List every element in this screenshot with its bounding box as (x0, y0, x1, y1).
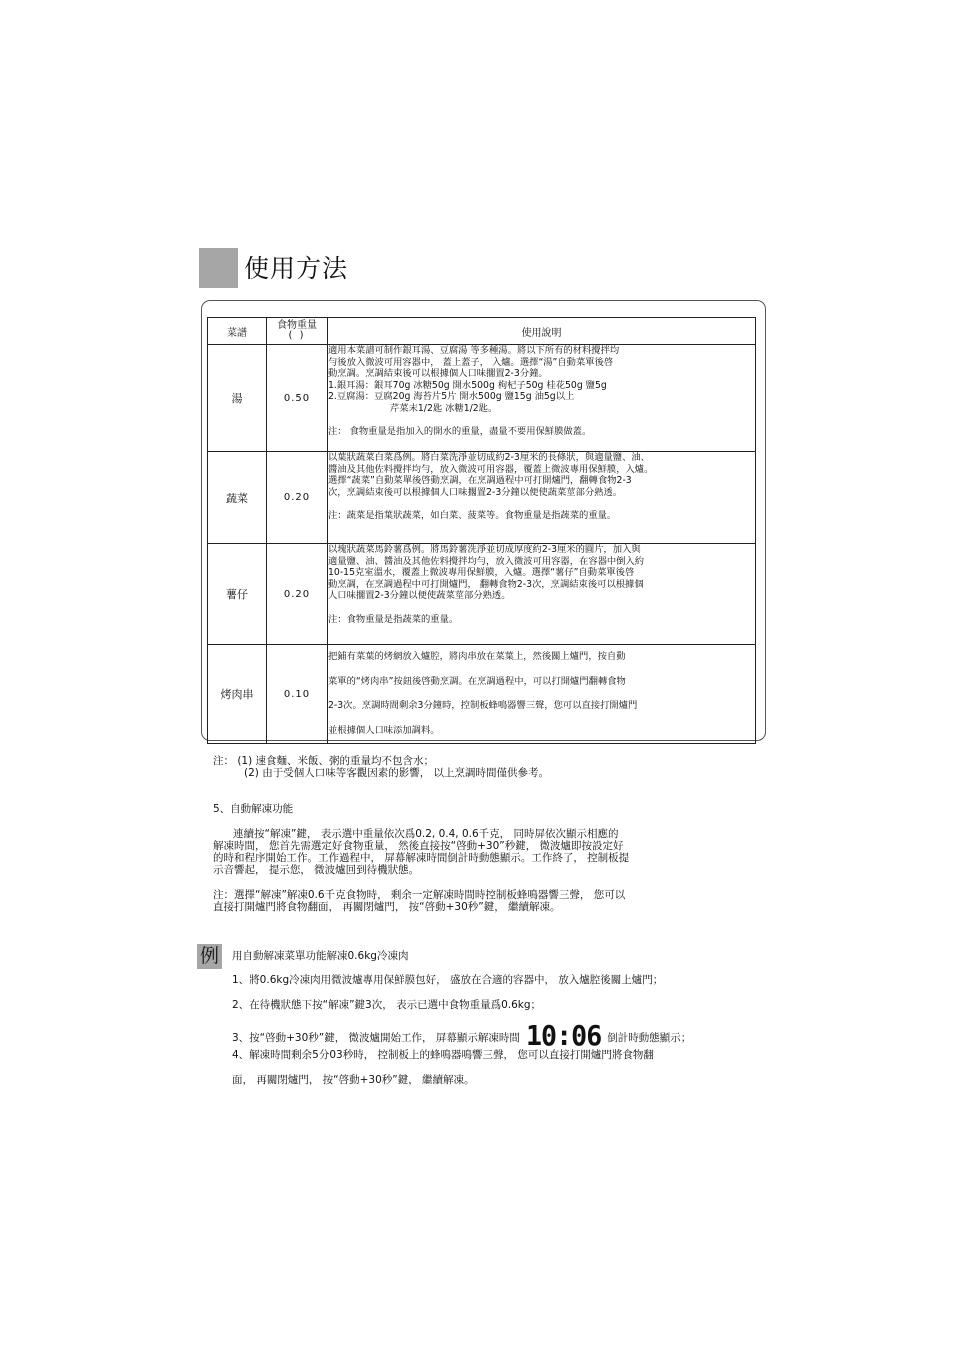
desc-line: 動烹調。烹調結束後可以根據個人口味擱置2-3分鐘。 (328, 368, 548, 379)
row-note: 注：蔬菜是指葉狀蔬菜，如白菜、菠菜等。食物重量是指蔬菜的重量。 (328, 510, 617, 521)
row-name: 烤肉串 (208, 645, 267, 744)
desc-line: 勻後放入微波可用容器中， 蓋上蓋子， 入爐。選擇“湯”自動菜單後啓 (328, 356, 614, 368)
desc-line: 以葉狀蔬菜白菜爲例。將白菜洗淨並切成約2-3厘米的長條狀，與適量鹽、油、 (328, 452, 650, 463)
desc-line: 10-15克室溫水，覆蓋上微波專用保鮮膜，入爐。選擇“薯仔”自動菜單後啓 (328, 567, 635, 578)
section-note (213, 889, 625, 913)
table-row (208, 544, 756, 645)
row-weight: 0.50 (267, 345, 328, 452)
header-weight-unit: ( ) (288, 330, 306, 341)
desc-line: 把鋪有菜葉的烤網放入爐腔，將肉串放在菜葉上，然後關上爐門，按自動 (328, 651, 626, 662)
paragraph-line: 解凍時間， 您首先需選定好食物重量， 然後直接按“啓動+30”秒鍵， 微波爐即按設定好 (213, 840, 624, 852)
row-note: 注：食物重量是指蔬菜的重量。 (328, 613, 459, 625)
desc-line: 醬油及其他佐料攪拌均勻，放入微波可用容器，覆蓋上微波專用保鮮膜，入爐。 (328, 463, 654, 475)
step-text: 3、按“啓動+30秒”鍵， 微波爐開始工作， 屏幕顯示解凍時間 (232, 1032, 520, 1044)
desc-line: 人口味擱置2-3分鐘以便使蔬菜莖部分熟透。 (328, 590, 511, 601)
desc-line: 適用本菜譜可制作銀耳湯、豆腐湯 等多種湯。將以下所有的材料攪拌均 (328, 345, 620, 356)
note-line: 注： (1) 速食麵、米飯、粥的重量均不包含水； (213, 755, 435, 767)
row-name: 湯 (208, 345, 267, 452)
paragraph-line: 注：選擇“解凍”解凍0.6千克食物時， 剩余一定解凍時間時控制板蜂鳴器響三聲， 您可以 (213, 889, 626, 901)
table-row (208, 345, 756, 452)
example-step: 1、將0.6kg冷凍肉用微波爐專用保鮮膜包好， 盛放在合適的容器中， 放入爐腔後關上爐門； (232, 974, 664, 986)
desc-line: 適量鹽、油、醬油及其他佐料攪拌均勻，放入微波可用容器，在容器中倒入約 (328, 555, 645, 567)
table-row (208, 452, 756, 544)
row-description (328, 645, 756, 744)
example-step (232, 1019, 692, 1052)
example-title: 用自動解凍菜單功能解凍0.6kg冷凍肉 (232, 950, 409, 962)
step-text: 倒計時動態顯示； (607, 1032, 692, 1044)
section-paragraph (213, 828, 629, 876)
table-notes (213, 755, 549, 779)
section-title: 5、自動解凍功能 (213, 803, 294, 815)
header-weight-label: 食物重量 (277, 320, 317, 331)
desc-line: 選擇“蔬菜”自動菜單後啓動烹調，在烹調過程中可打開爐門，翻轉食物2-3 (328, 475, 632, 486)
example-steps (232, 974, 691, 1099)
desc-line: 菜單的“烤肉串”按鈕後啓動烹調。在烹調過程中，可以打開爐門翻轉食物 (328, 675, 626, 687)
row-description (328, 544, 756, 645)
paragraph-line: 直接打開爐門將食物翻面， 再關閉爐門， 按“啓動+30秒”鍵， 繼續解凍。 (213, 901, 561, 913)
row-weight: 0.20 (267, 452, 328, 544)
desc-line: 動烹調，在烹調過程中可打開爐門， 翻轉食物2-3次，烹調結束後可以根據個 (328, 578, 644, 590)
desc-line: 以塊狀蔬菜馬鈴薯爲例。將馬鈴薯洗淨並切成厚度約2-3厘米的圓片，加入與 (328, 544, 641, 555)
header-weight (267, 318, 328, 345)
row-name: 蔬菜 (208, 452, 267, 544)
header-desc: 使用說明 (328, 318, 756, 345)
example-step: 4、解凍時間剩余5分03秒時， 控制板上的蜂鳴器鳴響三聲， 您可以直接打開爐門將食物翻 (232, 1049, 654, 1061)
row-weight: 0.10 (267, 645, 328, 744)
desc-line: 1.銀耳湯：銀耳70g 冰糖50g 開水500g 枸杞子50g 桂花50g 鹽5g (328, 379, 607, 391)
page-title: 使用方法 (244, 254, 349, 283)
recipe-table (207, 317, 756, 744)
example-step: 2、在待機狀態下按“解凍”鍵3次， 表示已選中食物重量爲0.6kg； (232, 999, 542, 1011)
table-header-row (208, 318, 756, 345)
desc-line: 芹菜末1/2匙 冰糖1/2匙。 (390, 402, 498, 414)
paragraph-line: 連續按“解凍”鍵， 表示選中重量依次爲0.2, 0.4, 0.6千克， 同時屏依次顯示相應的 (233, 828, 619, 840)
row-description (328, 345, 756, 452)
row-name: 薯仔 (208, 544, 267, 645)
desc-line: 次，烹調結束後可以根據個人口味擱置2-3分鐘以便使蔬菜莖部分熟透。 (328, 486, 623, 498)
desc-line: 並根據個人口味添加調料。 (328, 724, 440, 736)
desc-line: 2-3次。烹調時間剩余3分鐘時，控制板蜂鳴器響三聲，您可以直接打開爐門 (328, 700, 638, 712)
table-row (208, 645, 756, 744)
note-line: (2) 由于受個人口味等客觀因素的影響， 以上烹調時間僅供參考。 (244, 767, 550, 779)
header-name: 菜譜 (208, 318, 267, 345)
desc-line: 2.豆腐湯：豆腐20g 海苔片5片 開水500g 鹽15g 油5g以上 (328, 391, 575, 402)
example-step: 面， 再關閉爐門， 按“啓動+30秒”鍵， 繼續解凍。 (232, 1074, 475, 1086)
paragraph-line: 的時和程序開始工作。工作過程中， 屏幕解凍時間倒計時動態顯示。工作終了， 控制板提 (213, 852, 630, 864)
row-note: 注： 食物重量是指加入的開水的重量，盡量不要用保鮮膜做蓋。 (328, 426, 592, 437)
lcd-display: 10:06 (525, 1019, 602, 1052)
example-badge: 例 (197, 944, 222, 969)
row-description (328, 452, 756, 544)
section-header-block (199, 248, 238, 288)
row-weight: 0.20 (267, 544, 328, 645)
paragraph-line: 示音響起， 提示您， 微波爐回到待機狀態。 (213, 864, 420, 876)
